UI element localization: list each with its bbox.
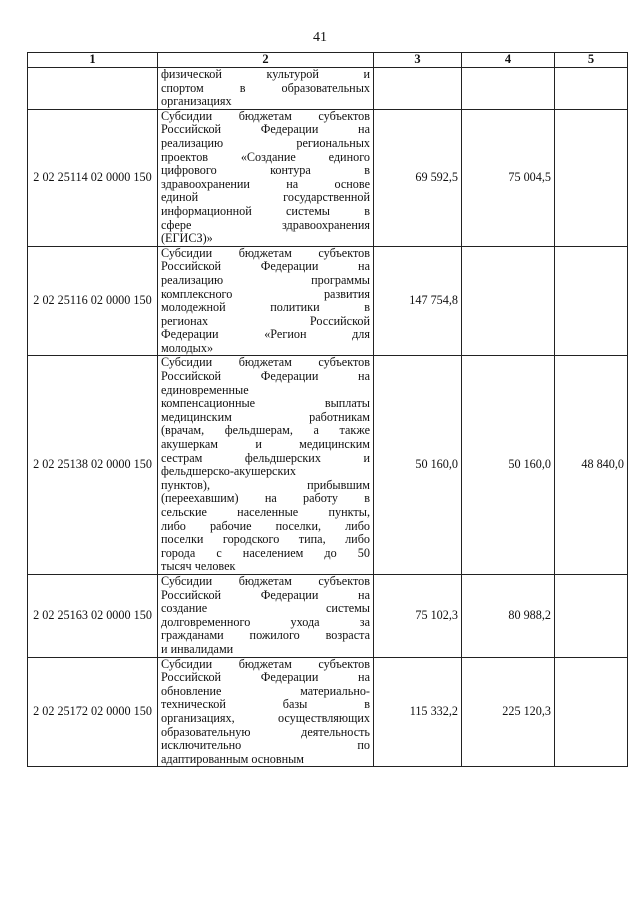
page-number: 41 — [313, 30, 327, 45]
amount-v3: 147 754,8 — [374, 246, 462, 356]
description-line: здравоохранении на основе — [161, 176, 370, 191]
row-description — [158, 574, 374, 657]
header-col-4: 4 — [462, 53, 555, 68]
amount-v5 — [555, 68, 628, 110]
description-line: реализацию программы — [161, 272, 370, 287]
table-row — [28, 356, 628, 575]
description-line: технической базы в — [161, 697, 370, 712]
header-col-2: 2 — [158, 53, 374, 68]
description-line: физической культурой и — [161, 67, 370, 81]
description-line: Федерации «Регион для — [161, 327, 370, 342]
table-row — [28, 109, 628, 246]
description-line: акушеркам и медицинским — [161, 437, 370, 452]
description-line: пунктов), прибывшим — [161, 477, 370, 492]
amount-v5: 48 840,0 — [555, 356, 628, 575]
amount-v4: 50 160,0 — [462, 356, 555, 575]
description-line: поселки городского типа, либо — [161, 532, 370, 547]
description-line: образовательную деятельность — [161, 724, 370, 739]
amount-v4 — [462, 68, 555, 110]
amount-v3: 75 102,3 — [374, 574, 462, 657]
description-line: молодых» — [161, 340, 214, 355]
description-line: обновление материально- — [161, 683, 370, 698]
description-line: единой государственной — [161, 190, 370, 205]
budget-code: 2 02 25163 02 0000 150 — [28, 574, 158, 657]
amount-v5 — [555, 574, 628, 657]
description-line: Российской Федерации на — [161, 122, 370, 137]
description-line: медицинским работникам — [161, 409, 370, 424]
description-line: Российской Федерации на — [161, 259, 370, 274]
description-line: Субсидии бюджетам субъектов — [161, 245, 370, 260]
budget-code: 2 02 25116 02 0000 150 — [28, 246, 158, 356]
amount-v4: 75 004,5 — [462, 109, 555, 246]
description-line: Субсидии бюджетам субъектов — [161, 355, 370, 370]
amount-v3: 50 160,0 — [374, 356, 462, 575]
description-line: компенсационные выплаты — [161, 396, 370, 411]
description-line: тысяч человек — [161, 559, 236, 574]
description-line: молодежной политики в — [161, 300, 370, 315]
table-row — [28, 246, 628, 356]
description-line: (ЕГИСЗ)» — [161, 231, 213, 246]
budget-code: 2 02 25138 02 0000 150 — [28, 356, 158, 575]
amount-v4 — [462, 246, 555, 356]
description-line: долговременного ухода за — [161, 614, 370, 629]
budget-table — [27, 52, 628, 767]
description-line: реализацию региональных — [161, 135, 370, 150]
description-line: адаптированным основным — [161, 751, 305, 766]
budget-code — [28, 68, 158, 110]
description-line: Субсидии бюджетам субъектов — [161, 573, 370, 588]
budget-code: 2 02 25172 02 0000 150 — [28, 657, 158, 767]
description-line: фельдшерско-акушерских — [161, 464, 296, 479]
row-description — [158, 246, 374, 356]
description-line: либо рабочие поселки, либо — [161, 518, 370, 533]
description-line: гражданами пожилого возраста — [161, 628, 370, 643]
amount-v5 — [555, 246, 628, 356]
description-line: информационной системы в — [161, 203, 370, 218]
header-col-1: 1 — [28, 53, 158, 68]
row-description — [158, 109, 374, 246]
description-line: исключительно по — [161, 738, 370, 753]
amount-v5 — [555, 109, 628, 246]
description-line: Субсидии бюджетам субъектов — [161, 656, 370, 671]
description-line: создание системы — [161, 601, 370, 616]
description-line: проектов «Создание единого — [161, 149, 370, 164]
amount-v4: 225 120,3 — [462, 657, 555, 767]
amount-v3 — [374, 68, 462, 110]
table-row — [28, 657, 628, 767]
row-description — [158, 657, 374, 767]
description-line: города с населением до 50 — [161, 545, 370, 560]
description-line: сельские населенные пункты, — [161, 505, 370, 519]
row-description — [158, 356, 374, 575]
header-row — [28, 53, 628, 68]
description-line: регионах Российской — [161, 313, 370, 328]
amount-v5 — [555, 657, 628, 767]
description-line: организациях, осуществляющих — [161, 710, 370, 725]
header-col-3: 3 — [374, 53, 462, 68]
description-line: (врачам, фельдшерам, а также — [161, 423, 370, 438]
description-line: Российской Федерации на — [161, 587, 370, 602]
description-line: спортом в образовательных — [161, 80, 370, 95]
description-line: и инвалидами — [161, 641, 234, 656]
description-line: цифрового контура в — [161, 163, 370, 178]
description-line: единовременные — [161, 382, 249, 397]
amount-v4: 80 988,2 — [462, 574, 555, 657]
description-line: (переехавшим) на работу в — [161, 491, 370, 506]
row-description — [158, 68, 374, 110]
amount-v3: 115 332,2 — [374, 657, 462, 767]
description-line: комплексного развития — [161, 286, 370, 301]
budget-code: 2 02 25114 02 0000 150 — [28, 109, 158, 246]
description-line: Субсидии бюджетам субъектов — [161, 108, 370, 123]
description-line: сестрам фельдшерских и — [161, 450, 370, 465]
description-line: сфере здравоохранения — [161, 217, 370, 232]
table-row — [28, 574, 628, 657]
description-line: организациях — [161, 94, 232, 109]
description-line: Российской Федерации на — [161, 670, 370, 685]
amount-v3: 69 592,5 — [374, 109, 462, 246]
description-line: Российской Федерации на — [161, 369, 370, 384]
header-col-5: 5 — [555, 53, 628, 68]
table-row — [28, 68, 628, 110]
